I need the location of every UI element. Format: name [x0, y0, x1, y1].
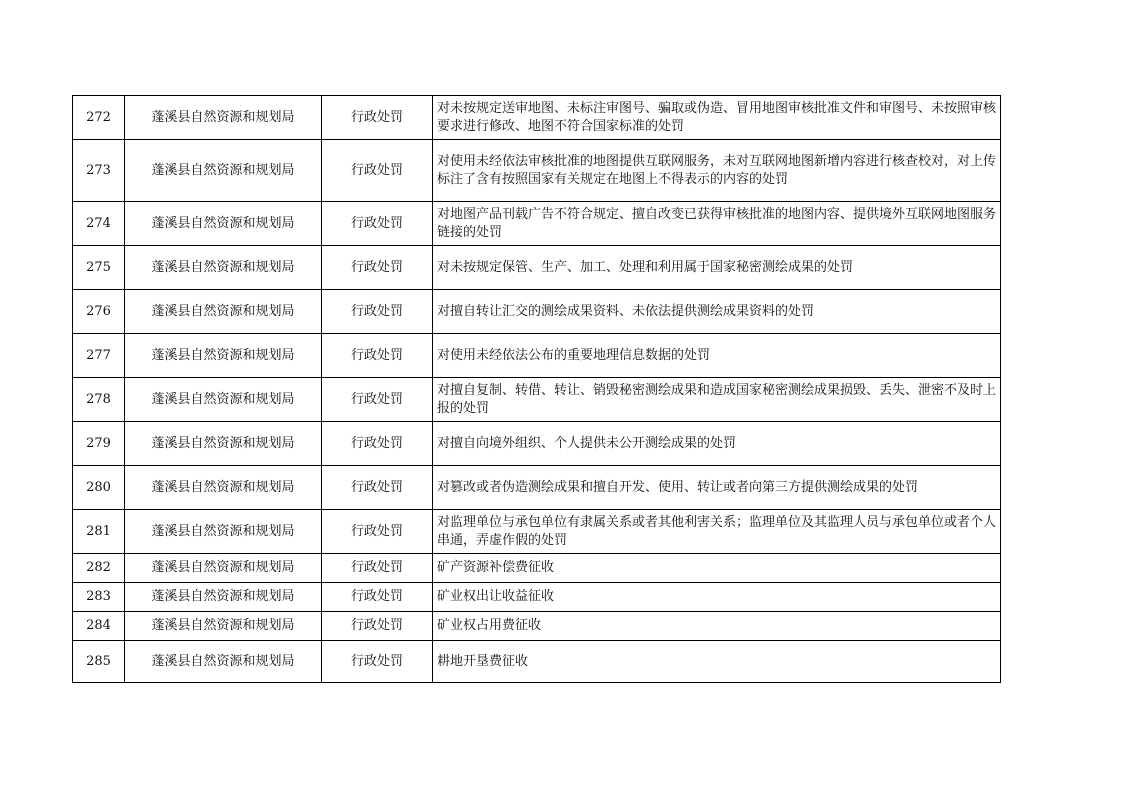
action-type-cell: 行政处罚 [322, 510, 433, 554]
row-number: 273 [73, 140, 125, 202]
department-cell: 蓬溪县自然资源和规划局 [125, 466, 322, 510]
department-cell: 蓬溪县自然资源和规划局 [125, 422, 322, 466]
department-cell: 蓬溪县自然资源和规划局 [125, 96, 322, 140]
table-row [73, 583, 1001, 612]
row-number: 281 [73, 510, 125, 554]
department-cell: 蓬溪县自然资源和规划局 [125, 612, 322, 641]
department-cell: 蓬溪县自然资源和规划局 [125, 510, 322, 554]
item-name-cell: 对擅自转让汇交的测绘成果资料、未依法提供测绘成果资料的处罚 [433, 290, 1001, 334]
department-cell: 蓬溪县自然资源和规划局 [125, 641, 322, 683]
row-number: 274 [73, 202, 125, 246]
table-row [73, 554, 1001, 583]
action-type-cell: 行政处罚 [322, 554, 433, 583]
penalty-list-table [72, 95, 1001, 683]
item-name-cell: 矿产资源补偿费征收 [433, 554, 1001, 583]
table-row [73, 140, 1001, 202]
item-name-cell: 对未按规定送审地图、未标注审图号、骗取或伪造、冒用地图审核批准文件和审图号、未按照审核要求进行修改、地图不符合国家标准的处罚 [433, 96, 1001, 140]
table-row [73, 290, 1001, 334]
action-type-cell: 行政处罚 [322, 422, 433, 466]
action-type-cell: 行政处罚 [322, 641, 433, 683]
row-number: 277 [73, 334, 125, 378]
department-cell: 蓬溪县自然资源和规划局 [125, 202, 322, 246]
row-number: 283 [73, 583, 125, 612]
row-number: 285 [73, 641, 125, 683]
table-row [73, 466, 1001, 510]
item-name-cell: 对使用未经依法公布的重要地理信息数据的处罚 [433, 334, 1001, 378]
action-type-cell: 行政处罚 [322, 378, 433, 422]
item-name-cell: 对未按规定保管、生产、加工、处理和利用属于国家秘密测绘成果的处罚 [433, 246, 1001, 290]
row-number: 278 [73, 378, 125, 422]
row-number: 276 [73, 290, 125, 334]
table-row [73, 641, 1001, 683]
action-type-cell: 行政处罚 [322, 612, 433, 641]
department-cell: 蓬溪县自然资源和规划局 [125, 334, 322, 378]
item-name-cell: 对使用未经依法审核批准的地图提供互联网服务，未对互联网地图新增内容进行核查校对，对上传标注了含有按照国家有关规定在地图上不得表示的内容的处罚 [433, 140, 1001, 202]
row-number: 275 [73, 246, 125, 290]
table-row [73, 422, 1001, 466]
department-cell: 蓬溪县自然资源和规划局 [125, 554, 322, 583]
action-type-cell: 行政处罚 [322, 202, 433, 246]
item-name-cell: 对篡改或者伪造测绘成果和擅自开发、使用、转让或者向第三方提供测绘成果的处罚 [433, 466, 1001, 510]
row-number: 284 [73, 612, 125, 641]
table-row [73, 378, 1001, 422]
item-name-cell: 对擅自复制、转借、转让、销毁秘密测绘成果和造成国家秘密测绘成果损毁、丢失、泄密不及时上报的处罚 [433, 378, 1001, 422]
table-row [73, 246, 1001, 290]
department-cell: 蓬溪县自然资源和规划局 [125, 140, 322, 202]
action-type-cell: 行政处罚 [322, 334, 433, 378]
department-cell: 蓬溪县自然资源和规划局 [125, 378, 322, 422]
table-row [73, 612, 1001, 641]
table-row [73, 510, 1001, 554]
action-type-cell: 行政处罚 [322, 466, 433, 510]
table-row [73, 96, 1001, 140]
item-name-cell: 对监理单位与承包单位有隶属关系或者其他利害关系；监理单位及其监理人员与承包单位或者个人串通，弄虚作假的处罚 [433, 510, 1001, 554]
row-number: 279 [73, 422, 125, 466]
department-cell: 蓬溪县自然资源和规划局 [125, 246, 322, 290]
action-type-cell: 行政处罚 [322, 140, 433, 202]
department-cell: 蓬溪县自然资源和规划局 [125, 583, 322, 612]
row-number: 272 [73, 96, 125, 140]
item-name-cell: 耕地开垦费征收 [433, 641, 1001, 683]
row-number: 282 [73, 554, 125, 583]
action-type-cell: 行政处罚 [322, 583, 433, 612]
item-name-cell: 对地图产品刊载广告不符合规定、擅自改变已获得审核批准的地图内容、提供境外互联网地图服务链接的处罚 [433, 202, 1001, 246]
action-type-cell: 行政处罚 [322, 246, 433, 290]
item-name-cell: 矿业权占用费征收 [433, 612, 1001, 641]
action-type-cell: 行政处罚 [322, 96, 433, 140]
action-type-cell: 行政处罚 [322, 290, 433, 334]
row-number: 280 [73, 466, 125, 510]
item-name-cell: 矿业权出让收益征收 [433, 583, 1001, 612]
table-row [73, 334, 1001, 378]
item-name-cell: 对擅自向境外组织、个人提供未公开测绘成果的处罚 [433, 422, 1001, 466]
department-cell: 蓬溪县自然资源和规划局 [125, 290, 322, 334]
table-body [73, 96, 1001, 683]
table-row [73, 202, 1001, 246]
